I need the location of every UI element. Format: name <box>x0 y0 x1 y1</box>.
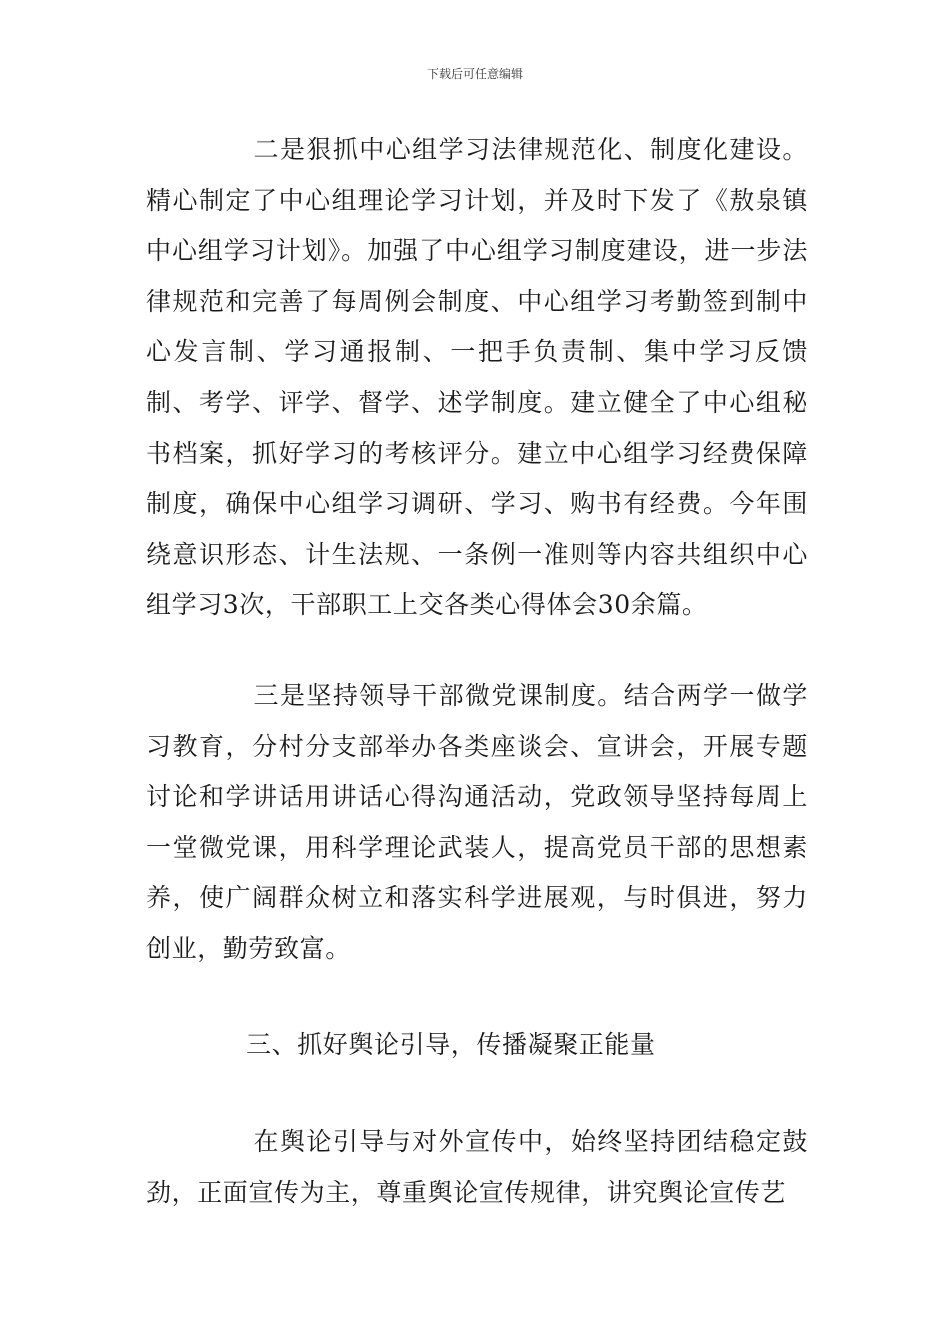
paragraph-party-lesson: 三是坚持领导干部微党课制度。结合两学一做学习教育，分村分支部举办各类座谈会、宣讲会，开展专题讨论和学讲话用讲话心得沟通活动，党政领导坚持每周上一堂微党课，用科学理论武装人，提高党员干部的思想素养，使广阔群众树立和落实科学进展观，与时俱进，努力创业，勤劳致富。 <box>146 681 808 963</box>
section-heading: 三、抓好舆论引导，传播凝聚正能量 <box>246 1030 656 1059</box>
paragraph-public-opinion: 在舆论引导与对外宣传中，始终坚持团结稳定鼓劲，正面宣传为主，尊重舆论宣传规律，讲究舆论宣传艺 <box>146 1127 808 1207</box>
page-header-note: 下载后可任意编辑 <box>426 67 523 81</box>
paragraph-study-system: 二是狠抓中心组学习法律规范化、制度化建设。精心制定了中心组理论学习计划，并及时下发了《敖泉镇中心组学习计划》。加强了中心组学习制度建设，进一步法律规范和完善了每周例会制度、中心组学习考勤签到制中心发言制、学习通报制、一把手负责制、集中学习反馈制、考学、评学、督学、述学制度。建立健全了中心组秘书档案，抓好学习的考核评分。建立中心组学习经费保障制度，确保中心组学习调研、学习、购书有经费。今年围绕意识形态、计生法规、一条例一准则等内容共组织中心组学习3次，干部职工上交各类心得体会30余篇。 <box>146 135 808 620</box>
